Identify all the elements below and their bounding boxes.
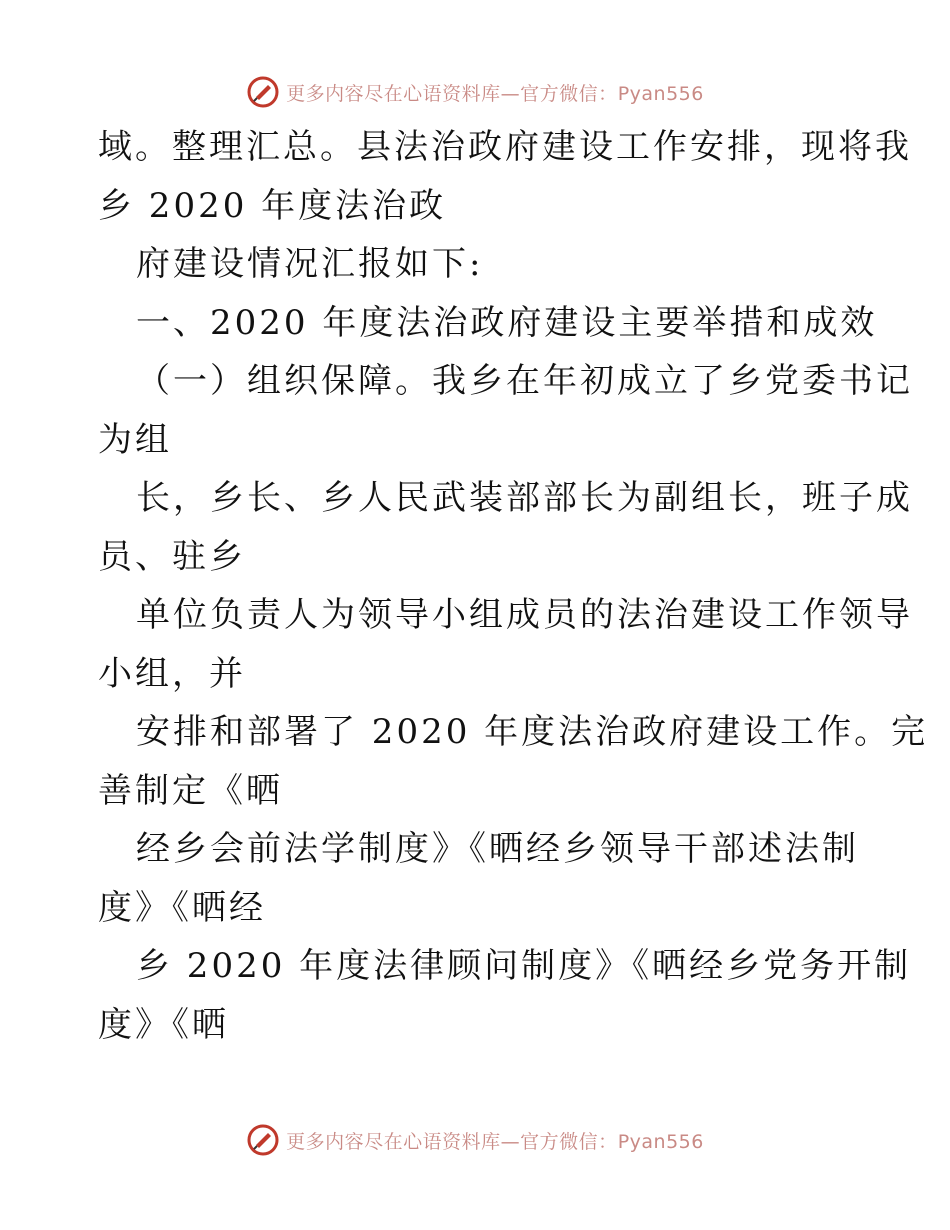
text-line: 安排和部署了 2020 年度法治政府建设工作。完 xyxy=(136,712,929,752)
text-line: 长，乡长、乡人民武装部部长为副组长，班子成 xyxy=(136,478,913,518)
brand-logo-icon xyxy=(246,1123,280,1157)
text-line: 为组 xyxy=(98,419,172,460)
text-line: 乡 2020 年度法律顾问制度》《晒经乡党务开制 xyxy=(136,946,912,986)
footer-watermark xyxy=(0,1120,950,1160)
brand-logo-icon xyxy=(246,75,280,109)
section-heading: 一、2020 年度法治政府建设主要举措和成效 xyxy=(136,302,878,343)
watermark-text: 更多内容尽在心语资料库—官方微信：Pyan556 xyxy=(286,82,704,105)
text-line: 度》《晒 xyxy=(98,1004,229,1045)
text-line: 善制定《晒 xyxy=(98,770,283,811)
text-line: 乡 2020 年度法治政 xyxy=(98,185,447,226)
text-line: 府建设情况汇报如下: xyxy=(136,244,484,284)
text-line: 小组，并 xyxy=(98,653,246,694)
watermark-text: 更多内容尽在心语资料库—官方微信：Pyan556 xyxy=(286,1130,704,1153)
text-line: （一）组织保障。我乡在年初成立了乡党委书记 xyxy=(136,361,913,401)
text-line: 域。整理汇总。县法治政府建设工作安排，现将我 xyxy=(98,127,912,167)
header-watermark xyxy=(0,72,950,112)
document-body xyxy=(98,118,929,1054)
text-line: 经乡会前法学制度》《晒经乡领导干部述法制 xyxy=(136,829,859,869)
text-line: 员、驻乡 xyxy=(98,536,246,577)
text-line: 度》《晒经 xyxy=(98,887,266,928)
text-line: 单位负责人为领导小组成员的法治建设工作领导 xyxy=(136,595,913,635)
